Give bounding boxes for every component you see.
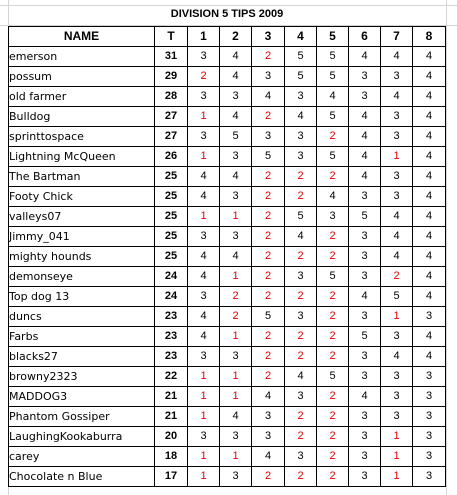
cell-total[interactable]: 26 <box>155 147 188 167</box>
table-row <box>9 147 446 167</box>
cell-round-7[interactable]: 1 <box>381 427 413 447</box>
cell-round-2[interactable]: 1 <box>220 327 252 347</box>
cell-round-2[interactable]: 1 <box>220 447 252 467</box>
cell-round-8[interactable]: 4 <box>413 347 446 367</box>
cell-round-1[interactable]: 2 <box>188 67 220 87</box>
cell-round-1[interactable]: 4 <box>188 187 220 207</box>
cell-round-8[interactable]: 4 <box>413 267 446 287</box>
table-row <box>9 447 446 467</box>
cell-round-6[interactable]: 4 <box>349 167 381 187</box>
cell-name[interactable]: Chocolate n Blue <box>9 467 155 487</box>
cell-name[interactable]: Bulldog <box>9 107 155 127</box>
cell-name[interactable]: sprinttospace <box>9 127 155 147</box>
cell-round-7[interactable]: 1 <box>381 467 413 487</box>
cell-round-5[interactable]: 2 <box>317 387 349 407</box>
cell-round-4[interactable]: 3 <box>285 447 317 467</box>
cell-round-3[interactable]: 2 <box>252 207 285 227</box>
cell-round-5[interactable]: 2 <box>317 127 349 147</box>
cell-round-2[interactable]: 3 <box>220 347 252 367</box>
table-row <box>9 307 446 327</box>
header-round-3[interactable]: 3 <box>252 27 285 47</box>
cell-round-4[interactable]: 2 <box>285 467 317 487</box>
cell-round-4[interactable]: 4 <box>285 107 317 127</box>
cell-round-2[interactable]: 4 <box>220 247 252 267</box>
table-row <box>9 467 446 487</box>
cell-round-8[interactable]: 4 <box>413 87 446 107</box>
cell-round-4[interactable]: 2 <box>285 347 317 367</box>
cell-round-1[interactable]: 4 <box>188 307 220 327</box>
cell-total[interactable]: 25 <box>155 227 188 247</box>
cell-round-6[interactable]: 3 <box>349 247 381 267</box>
cell-round-7[interactable]: 4 <box>381 87 413 107</box>
cell-total[interactable]: 25 <box>155 207 188 227</box>
table-row <box>9 327 446 347</box>
cell-round-1[interactable]: 1 <box>188 387 220 407</box>
cell-round-8[interactable]: 4 <box>413 127 446 147</box>
cell-name[interactable]: valleys07 <box>9 207 155 227</box>
cell-round-1[interactable]: 3 <box>188 347 220 367</box>
cell-round-7[interactable]: 3 <box>381 407 413 427</box>
cell-round-4[interactable]: 5 <box>285 47 317 67</box>
cell-round-7[interactable]: 3 <box>381 387 413 407</box>
table-row <box>9 107 446 127</box>
cell-round-2[interactable]: 3 <box>220 427 252 447</box>
cell-round-7[interactable]: 3 <box>381 187 413 207</box>
cell-round-8[interactable]: 3 <box>413 367 446 387</box>
cell-round-8[interactable]: 4 <box>413 247 446 267</box>
cell-total[interactable]: 24 <box>155 287 188 307</box>
table-row <box>9 367 446 387</box>
cell-round-6[interactable]: 3 <box>349 467 381 487</box>
sheet-title: DIVISION 5 TIPS 2009 <box>170 8 284 20</box>
cell-round-7[interactable]: 4 <box>381 347 413 367</box>
header-round-7[interactable]: 7 <box>381 27 413 47</box>
cell-total[interactable]: 17 <box>155 467 188 487</box>
cell-round-5[interactable]: 5 <box>317 67 349 87</box>
cell-round-1[interactable]: 3 <box>188 47 220 67</box>
cell-round-6[interactable]: 4 <box>349 127 381 147</box>
cell-round-2[interactable]: 2 <box>220 307 252 327</box>
cell-round-4[interactable]: 3 <box>285 307 317 327</box>
cell-round-4[interactable]: 2 <box>285 167 317 187</box>
cell-round-6[interactable]: 4 <box>349 387 381 407</box>
cell-round-8[interactable]: 3 <box>413 387 446 407</box>
cell-round-2[interactable]: 1 <box>220 207 252 227</box>
cell-round-8[interactable]: 4 <box>413 327 446 347</box>
cell-round-5[interactable]: 2 <box>317 447 349 467</box>
cell-name[interactable]: Jimmy_041 <box>9 227 155 247</box>
cell-total[interactable]: 24 <box>155 267 188 287</box>
cell-round-3[interactable]: 3 <box>252 127 285 147</box>
header-round-6[interactable]: 6 <box>349 27 381 47</box>
cell-round-5[interactable]: 2 <box>317 287 349 307</box>
cell-round-4[interactable]: 3 <box>285 147 317 167</box>
cell-round-6[interactable]: 3 <box>349 267 381 287</box>
cell-round-4[interactable]: 2 <box>285 187 317 207</box>
cell-round-4[interactable]: 3 <box>285 267 317 287</box>
cell-round-7[interactable]: 1 <box>381 307 413 327</box>
cell-name[interactable]: MADDOG3 <box>9 387 155 407</box>
table-row <box>9 287 446 307</box>
cell-round-8[interactable]: 3 <box>413 307 446 327</box>
cell-name[interactable]: duncs <box>9 307 155 327</box>
cell-round-5[interactable]: 2 <box>317 167 349 187</box>
cell-round-1[interactable]: 4 <box>188 327 220 347</box>
table-row <box>9 427 446 447</box>
cell-name[interactable]: carey <box>9 447 155 467</box>
cell-round-3[interactable]: 2 <box>252 327 285 347</box>
cell-round-2[interactable]: 4 <box>220 67 252 87</box>
cell-round-3[interactable]: 2 <box>252 267 285 287</box>
cell-round-2[interactable]: 3 <box>220 467 252 487</box>
cell-round-3[interactable]: 2 <box>252 467 285 487</box>
cell-round-2[interactable]: 3 <box>220 87 252 107</box>
table-row <box>9 207 446 227</box>
cell-round-3[interactable]: 2 <box>252 107 285 127</box>
cell-name[interactable]: old farmer <box>9 87 155 107</box>
cell-round-1[interactable]: 4 <box>188 167 220 187</box>
cell-round-1[interactable]: 1 <box>188 447 220 467</box>
cell-round-3[interactable]: 2 <box>252 227 285 247</box>
cell-round-4[interactable]: 2 <box>285 407 317 427</box>
cell-round-6[interactable]: 3 <box>349 187 381 207</box>
cell-round-2[interactable]: 1 <box>220 367 252 387</box>
cell-round-5[interactable]: 2 <box>317 307 349 327</box>
cell-total[interactable]: 18 <box>155 447 188 467</box>
cell-round-3[interactable]: 2 <box>252 187 285 207</box>
cell-name[interactable]: browny2323 <box>9 367 155 387</box>
cell-round-6[interactable]: 3 <box>349 427 381 447</box>
cell-round-3[interactable]: 2 <box>252 47 285 67</box>
cell-round-8[interactable]: 4 <box>413 147 446 167</box>
cell-total[interactable]: 23 <box>155 347 188 367</box>
cell-round-5[interactable]: 5 <box>317 267 349 287</box>
cell-round-4[interactable]: 4 <box>285 367 317 387</box>
cell-name[interactable]: The Bartman <box>9 167 155 187</box>
cell-total[interactable]: 25 <box>155 167 188 187</box>
cell-total[interactable]: 27 <box>155 107 188 127</box>
cell-round-2[interactable]: 4 <box>220 407 252 427</box>
cell-round-8[interactable]: 4 <box>413 67 446 87</box>
cell-name[interactable]: mighty hounds <box>9 247 155 267</box>
cell-round-6[interactable]: 3 <box>349 447 381 467</box>
cell-total[interactable]: 25 <box>155 187 188 207</box>
cell-round-1[interactable]: 1 <box>188 407 220 427</box>
cell-round-5[interactable]: 5 <box>317 147 349 167</box>
cell-round-5[interactable]: 2 <box>317 347 349 367</box>
cell-round-1[interactable]: 4 <box>188 247 220 267</box>
cell-total[interactable]: 31 <box>155 47 188 67</box>
cell-round-3[interactable]: 2 <box>252 367 285 387</box>
cell-round-8[interactable]: 4 <box>413 287 446 307</box>
cell-round-5[interactable]: 3 <box>317 207 349 227</box>
cell-round-7[interactable]: 3 <box>381 127 413 147</box>
cell-round-7[interactable]: 3 <box>381 367 413 387</box>
cell-round-3[interactable]: 2 <box>252 167 285 187</box>
cell-name[interactable]: possum <box>9 67 155 87</box>
cell-total[interactable]: 25 <box>155 247 188 267</box>
cell-round-7[interactable]: 3 <box>381 167 413 187</box>
cell-name[interactable]: LaughingKookaburra <box>9 427 155 447</box>
cell-round-4[interactable]: 4 <box>285 227 317 247</box>
cell-round-3[interactable]: 4 <box>252 387 285 407</box>
cell-round-6[interactable]: 3 <box>349 227 381 247</box>
cell-round-7[interactable]: 4 <box>381 247 413 267</box>
cell-round-2[interactable]: 5 <box>220 127 252 147</box>
cell-round-5[interactable]: 2 <box>317 327 349 347</box>
cell-round-4[interactable]: 5 <box>285 207 317 227</box>
header-round-8[interactable]: 8 <box>413 27 446 47</box>
table-row <box>9 127 446 147</box>
cell-round-3[interactable]: 4 <box>252 447 285 467</box>
cell-round-8[interactable]: 4 <box>413 187 446 207</box>
cell-round-3[interactable]: 3 <box>252 427 285 447</box>
cell-round-8[interactable]: 3 <box>413 427 446 447</box>
cell-round-8[interactable]: 4 <box>413 47 446 67</box>
cell-total[interactable]: 20 <box>155 427 188 447</box>
cell-round-6[interactable]: 3 <box>349 367 381 387</box>
cell-round-6[interactable]: 3 <box>349 87 381 107</box>
header-round-2[interactable]: 2 <box>220 27 252 47</box>
cell-round-2[interactable]: 4 <box>220 167 252 187</box>
header-row <box>9 27 446 47</box>
cell-round-5[interactable]: 2 <box>317 407 349 427</box>
cell-round-1[interactable]: 1 <box>188 207 220 227</box>
table-row <box>9 187 446 207</box>
cell-round-3[interactable]: 2 <box>252 247 285 267</box>
cell-round-8[interactable]: 3 <box>413 467 446 487</box>
table-row <box>9 347 446 367</box>
table-row <box>9 387 446 407</box>
cell-round-6[interactable]: 4 <box>349 107 381 127</box>
cell-round-8[interactable]: 3 <box>413 407 446 427</box>
header-round-1[interactable]: 1 <box>188 27 220 47</box>
cell-round-6[interactable]: 4 <box>349 287 381 307</box>
cell-round-7[interactable]: 4 <box>381 47 413 67</box>
cell-round-4[interactable]: 3 <box>285 127 317 147</box>
header-round-4[interactable]: 4 <box>285 27 317 47</box>
cell-round-8[interactable]: 4 <box>413 167 446 187</box>
cell-round-3[interactable]: 4 <box>252 87 285 107</box>
cell-round-3[interactable]: 2 <box>252 287 285 307</box>
cell-round-5[interactable]: 4 <box>317 187 349 207</box>
cell-round-1[interactable]: 1 <box>188 467 220 487</box>
cell-round-6[interactable]: 4 <box>349 47 381 67</box>
cell-round-5[interactable]: 2 <box>317 227 349 247</box>
cell-round-7[interactable]: 2 <box>381 267 413 287</box>
cell-round-1[interactable]: 1 <box>188 107 220 127</box>
cell-name[interactable]: emerson <box>9 47 155 67</box>
cell-round-7[interactable]: 4 <box>381 227 413 247</box>
cell-round-4[interactable]: 2 <box>285 247 317 267</box>
cell-round-3[interactable]: 5 <box>252 147 285 167</box>
cell-name[interactable]: demonseye <box>9 267 155 287</box>
cell-round-5[interactable]: 5 <box>317 367 349 387</box>
cell-name[interactable]: Lightning McQueen <box>9 147 155 167</box>
cell-round-5[interactable]: 4 <box>317 87 349 107</box>
cell-round-5[interactable]: 2 <box>317 247 349 267</box>
cell-total[interactable]: 21 <box>155 387 188 407</box>
cell-round-2[interactable]: 3 <box>220 147 252 167</box>
cell-round-6[interactable]: 4 <box>349 147 381 167</box>
cell-round-3[interactable]: 5 <box>252 307 285 327</box>
cell-round-7[interactable]: 4 <box>381 207 413 227</box>
cell-round-2[interactable]: 4 <box>220 107 252 127</box>
cell-round-2[interactable]: 1 <box>220 267 252 287</box>
cell-round-4[interactable]: 2 <box>285 287 317 307</box>
cell-round-4[interactable]: 3 <box>285 87 317 107</box>
cell-round-1[interactable]: 3 <box>188 427 220 447</box>
tips-table <box>8 26 446 487</box>
cell-round-7[interactable]: 1 <box>381 447 413 467</box>
cell-total[interactable]: 23 <box>155 307 188 327</box>
cell-total[interactable]: 22 <box>155 367 188 387</box>
cell-name[interactable]: Farbs <box>9 327 155 347</box>
table-row <box>9 407 446 427</box>
cell-round-4[interactable]: 2 <box>285 427 317 447</box>
header-total[interactable]: T <box>155 27 188 47</box>
cell-name[interactable]: Phantom Gossiper <box>9 407 155 427</box>
cell-round-3[interactable]: 2 <box>252 347 285 367</box>
table-row <box>9 67 446 87</box>
cell-round-4[interactable]: 2 <box>285 327 317 347</box>
cell-round-6[interactable]: 5 <box>349 207 381 227</box>
header-round-5[interactable]: 5 <box>317 27 349 47</box>
cell-round-6[interactable]: 3 <box>349 307 381 327</box>
cell-round-2[interactable]: 4 <box>220 47 252 67</box>
cell-round-2[interactable]: 1 <box>220 387 252 407</box>
cell-round-1[interactable]: 3 <box>188 287 220 307</box>
table-row <box>9 267 446 287</box>
cell-round-5[interactable]: 2 <box>317 427 349 447</box>
cell-round-4[interactable]: 5 <box>285 67 317 87</box>
cell-round-7[interactable]: 1 <box>381 147 413 167</box>
cell-round-7[interactable]: 3 <box>381 327 413 347</box>
table-row <box>9 247 446 267</box>
cell-name[interactable]: blacks27 <box>9 347 155 367</box>
table-row <box>9 47 446 67</box>
cell-round-5[interactable]: 5 <box>317 47 349 67</box>
cell-round-2[interactable]: 2 <box>220 287 252 307</box>
cell-round-7[interactable]: 3 <box>381 67 413 87</box>
cell-total[interactable]: 28 <box>155 87 188 107</box>
header-name[interactable]: NAME <box>9 27 155 47</box>
cell-round-1[interactable]: 3 <box>188 127 220 147</box>
cell-round-6[interactable]: 5 <box>349 327 381 347</box>
table-body <box>9 47 446 487</box>
cell-total[interactable]: 29 <box>155 67 188 87</box>
cell-total[interactable]: 27 <box>155 127 188 147</box>
cell-round-1[interactable]: 4 <box>188 267 220 287</box>
cell-round-1[interactable]: 1 <box>188 147 220 167</box>
cell-round-5[interactable]: 2 <box>317 467 349 487</box>
cell-round-3[interactable]: 3 <box>252 407 285 427</box>
cell-total[interactable]: 23 <box>155 327 188 347</box>
table-row <box>9 87 446 107</box>
cell-round-1[interactable]: 3 <box>188 227 220 247</box>
cell-total[interactable]: 21 <box>155 407 188 427</box>
cell-name[interactable]: Top dog 13 <box>9 287 155 307</box>
cell-round-2[interactable]: 3 <box>220 227 252 247</box>
cell-round-6[interactable]: 3 <box>349 67 381 87</box>
cell-round-6[interactable]: 3 <box>349 347 381 367</box>
cell-round-2[interactable]: 3 <box>220 187 252 207</box>
cell-round-4[interactable]: 3 <box>285 387 317 407</box>
cell-round-8[interactable]: 3 <box>413 447 446 467</box>
cell-round-6[interactable]: 3 <box>349 407 381 427</box>
table-row <box>9 167 446 187</box>
cell-round-8[interactable]: 4 <box>413 227 446 247</box>
cell-round-7[interactable]: 3 <box>381 107 413 127</box>
cell-round-8[interactable]: 4 <box>413 207 446 227</box>
cell-round-7[interactable]: 5 <box>381 287 413 307</box>
cell-round-8[interactable]: 4 <box>413 107 446 127</box>
table-row <box>9 227 446 247</box>
cell-round-1[interactable]: 3 <box>188 87 220 107</box>
cell-round-3[interactable]: 3 <box>252 67 285 87</box>
cell-round-1[interactable]: 1 <box>188 367 220 387</box>
cell-name[interactable]: Footy Chick <box>9 187 155 207</box>
cell-round-5[interactable]: 5 <box>317 107 349 127</box>
